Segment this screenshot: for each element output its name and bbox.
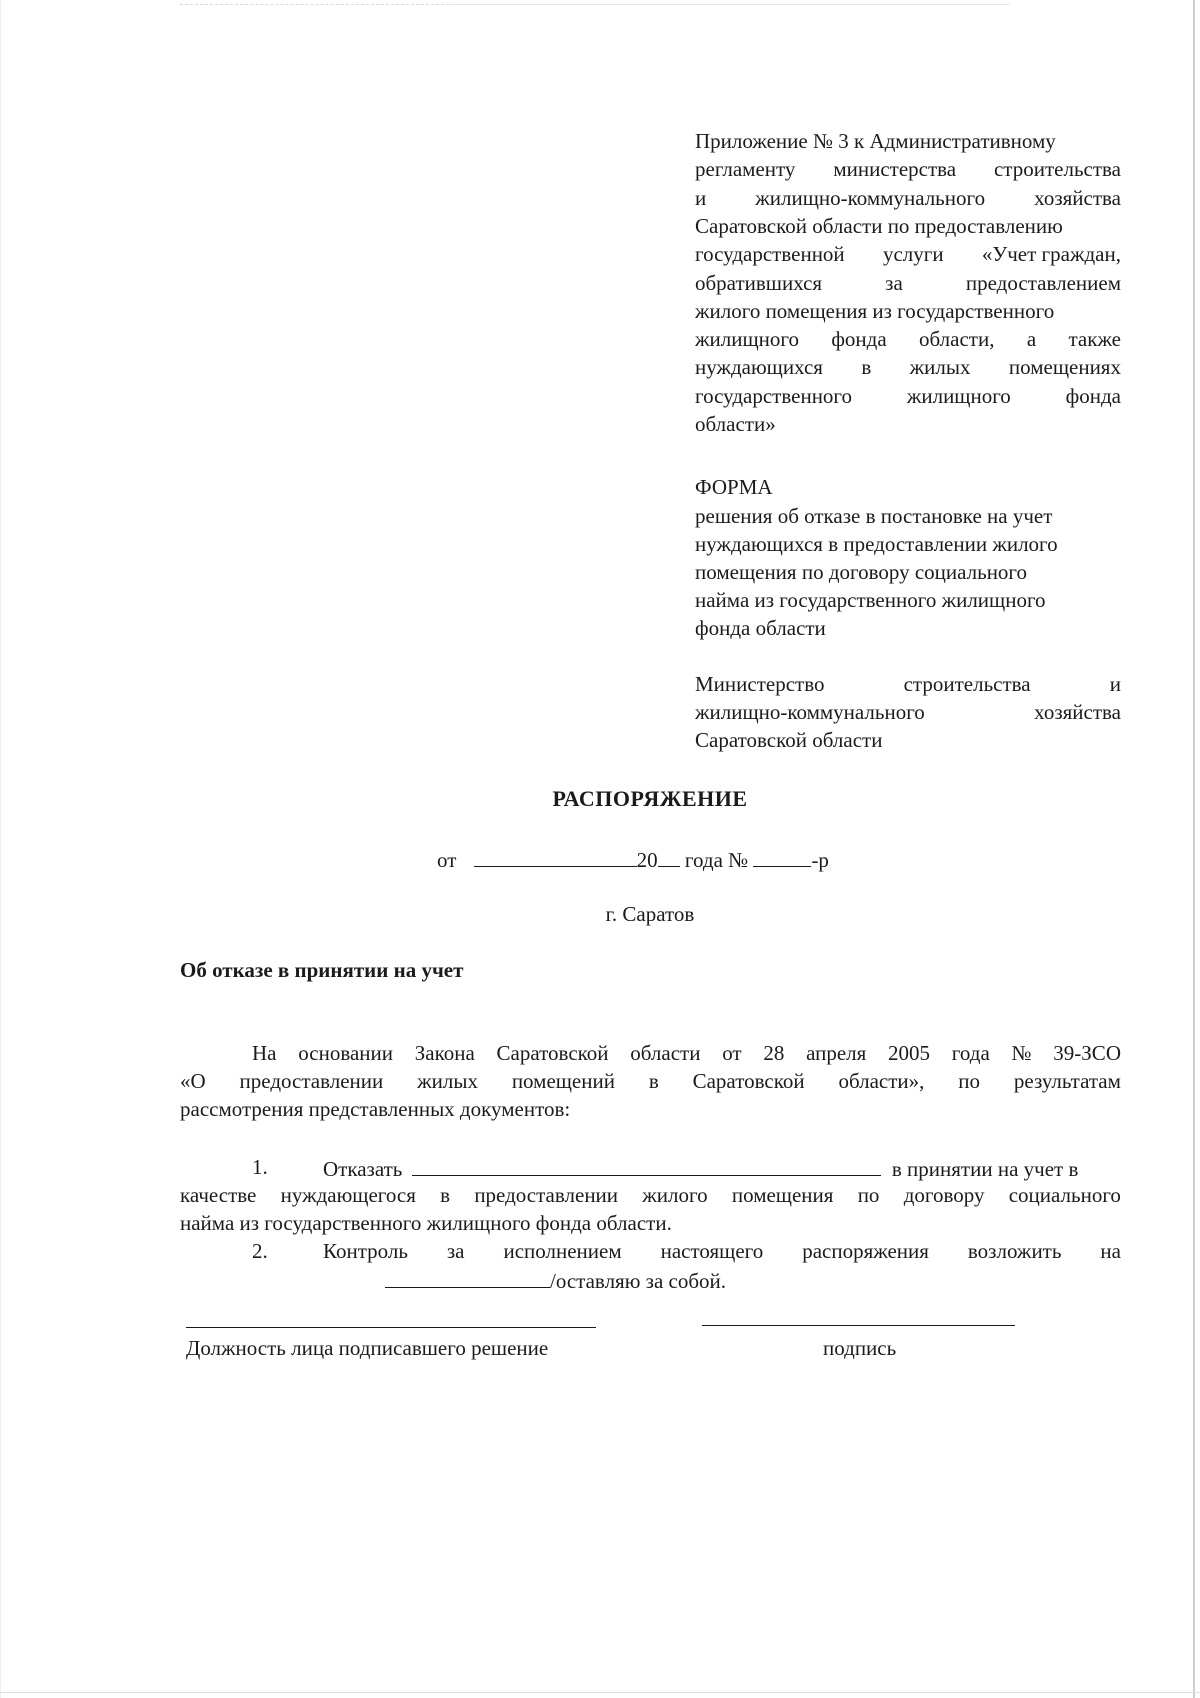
order-subject: Об отказе в принятии на учет [180, 958, 464, 982]
word: социального [1008, 1183, 1121, 1207]
word: 28 [763, 1041, 785, 1065]
word: 2005 [888, 1041, 931, 1065]
word: «О [180, 1069, 206, 1093]
appendix-line [695, 353, 1121, 381]
number-suffix: -р [811, 848, 829, 872]
number-blank [753, 844, 811, 867]
appendix-line [695, 325, 1121, 353]
word: области», [838, 1069, 925, 1093]
word: предоставлении [239, 1069, 384, 1093]
word: На [252, 1041, 277, 1065]
item-1-first-line [323, 1153, 1078, 1183]
item-1-tail: в принятии на учет в [891, 1157, 1079, 1181]
appendix-line [695, 269, 1121, 297]
word: помещениях [1008, 355, 1121, 380]
word: строительства [903, 672, 1031, 696]
appendix-line [695, 184, 1121, 212]
word: жилого [642, 1183, 708, 1207]
word: фонда [831, 327, 887, 352]
word: в [440, 1183, 451, 1207]
form-line-1: решения об отказе в постановке на учет [695, 504, 1053, 528]
item-2-line-1 [323, 1237, 1121, 1265]
position-label: Должность лица подписавшего решение [186, 1336, 549, 1360]
word: регламенту [695, 157, 796, 182]
word: области» [695, 412, 776, 436]
appendix-line [695, 240, 1121, 268]
word: апреля [806, 1041, 867, 1065]
word: основании [298, 1041, 393, 1065]
word: жилых [909, 355, 971, 380]
word: на [1100, 1239, 1121, 1263]
scan-edge-left [0, 0, 1, 1698]
word: в [861, 355, 872, 380]
word: государственного [695, 383, 853, 408]
word: жилищного [906, 383, 1011, 408]
word: Саратовской области по предоставлению [695, 213, 1063, 238]
word: по [958, 1069, 981, 1093]
word: Саратовской [692, 1069, 805, 1093]
word: Саратовской [496, 1041, 609, 1065]
order-date-line [437, 844, 829, 874]
item-2-tail: /оставляю за собой. [550, 1269, 727, 1293]
scan-bottom-edge [0, 1692, 1200, 1693]
date-blank [474, 844, 637, 867]
signature-label: подпись [823, 1336, 897, 1360]
appendix-line [695, 155, 1121, 183]
word: Приложение № 3 к Административному [695, 129, 1056, 153]
word: также [1068, 327, 1121, 352]
year-suffix: года № [684, 848, 749, 872]
word: хозяйства [1034, 700, 1121, 724]
word: нуждающегося [280, 1183, 416, 1207]
item-1-word: Отказать [323, 1157, 403, 1181]
word: жилищно-коммунального [755, 185, 986, 210]
appendix-line [695, 410, 1121, 438]
word: возложить [967, 1239, 1062, 1263]
word: фонда [1065, 383, 1121, 408]
word: Министерство [695, 672, 825, 696]
body-line-1 [252, 1039, 1121, 1067]
form-line-4: найма из государственного жилищного [695, 588, 1046, 612]
word: договору [903, 1183, 985, 1207]
word: за [885, 270, 903, 295]
ministry-line [695, 670, 1121, 698]
word: «Учет граждан, [981, 242, 1121, 267]
form-line-3: помещения по договору социального [695, 560, 1028, 584]
ministry-line [695, 698, 1121, 726]
word: жилищно-коммунального [695, 700, 925, 724]
order-city: г. Саратов [605, 902, 695, 926]
item-1-line-3: найма из государственного жилищного фонда области. [180, 1211, 672, 1235]
word: министерства [833, 157, 957, 182]
item-1-line-2 [180, 1181, 1121, 1209]
word: и [1109, 672, 1121, 696]
appendix-line [695, 127, 1121, 155]
body-line-3: рассмотрения представленных документов: [180, 1097, 571, 1121]
word: качестве [180, 1183, 257, 1207]
word: предоставлением [965, 270, 1121, 295]
word: настоящего [660, 1239, 764, 1263]
word: государственной [695, 242, 845, 267]
body-line-2 [180, 1067, 1121, 1095]
word: № [1011, 1041, 1032, 1065]
word: результатам [1013, 1069, 1121, 1093]
word: года [951, 1041, 990, 1065]
word: за [446, 1239, 465, 1263]
word: помещения [731, 1183, 834, 1207]
form-line-2: нуждающихся в предоставлении жилого [695, 532, 1058, 556]
word: услуги [882, 242, 944, 267]
word: обратившихся [695, 270, 823, 295]
appendix-line [695, 212, 1121, 240]
word: жилищного [695, 327, 799, 352]
word: помещений [511, 1069, 615, 1093]
date-prefix: от [437, 848, 457, 872]
word: и [695, 185, 707, 210]
word: области, [919, 327, 995, 352]
scan-top-artifact-2 [450, 4, 1010, 5]
form-title: ФОРМА [695, 475, 773, 499]
applicant-blank [412, 1153, 881, 1176]
item-2-line-2 [385, 1265, 726, 1295]
word: по [857, 1183, 880, 1207]
word: 39-ЗСО [1053, 1041, 1121, 1065]
word: жилых [417, 1069, 478, 1093]
word: распоряжения [802, 1239, 929, 1263]
appendix-line [695, 297, 1121, 325]
appendix-line [695, 382, 1121, 410]
order-title: РАСПОРЯЖЕНИЕ [552, 786, 748, 811]
word: Контроль [323, 1239, 408, 1263]
word: от [722, 1041, 742, 1065]
item-2-number: 2. [252, 1239, 268, 1263]
position-signature-line [186, 1327, 596, 1328]
signature-line [702, 1325, 1015, 1326]
year-blank [658, 844, 680, 867]
word: жилого помещения из государственного [695, 298, 1055, 323]
word: а [1026, 327, 1037, 352]
item-1-number: 1. [252, 1155, 268, 1179]
control-blank [385, 1265, 550, 1288]
ministry-line [695, 726, 1121, 754]
word: Закона [414, 1041, 475, 1065]
form-line-5: фонда области [695, 616, 826, 640]
word: строительства [993, 157, 1121, 182]
word: Саратовской области [695, 728, 883, 752]
scan-edge-right [1193, 0, 1195, 1698]
word: хозяйства [1034, 185, 1121, 210]
word: предоставлении [474, 1183, 619, 1207]
word: нуждающихся [695, 355, 823, 380]
year-part: 20 [636, 848, 658, 872]
word: области [630, 1041, 701, 1065]
word: в [648, 1069, 659, 1093]
word: исполнением [503, 1239, 622, 1263]
